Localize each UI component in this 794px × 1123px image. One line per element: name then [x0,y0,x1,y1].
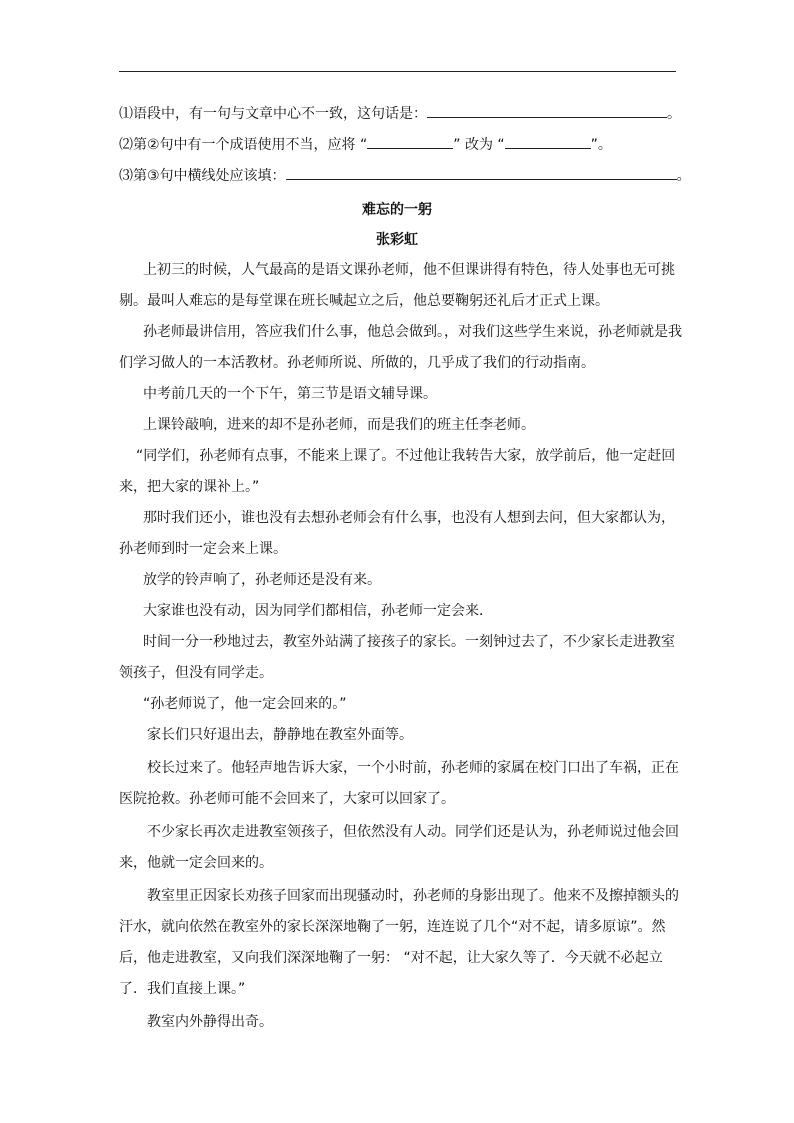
body-line: 放学的铃声响了，孙老师还是没有来。 [143,572,381,588]
question-3-text: ⑶第③句中横线处应该填： [119,168,286,184]
body-line: 剔。最叫人难忘的是每堂课在班长喊起立之后，他总要鞠躬还礼后才正式上课。 [119,293,609,309]
question-3 [119,165,691,186]
question-2-blank-1[interactable] [367,134,453,149]
body-line: 大家谁也没有动，因为同学们都相信，孙老师一定会来． [143,603,493,619]
question-3-end: 。 [676,168,691,184]
body-line: 校长过来了。他轻声地告诉大家，一个小时前，孙老师的家属在校门口出了车祸，正在 [147,760,679,776]
header-rule [119,71,676,72]
body-line: 上初三的时候，人气最高的是语文课孙老师，他不但课讲得有特色，待人处事也无可挑 [143,262,675,278]
question-1 [119,103,681,124]
body-line: “孙老师说了，他一定会回来的。” [143,696,347,712]
body-line: 中考前几天的一个下午，第三节是语文辅导课。 [143,386,437,402]
body-line: 来，他就一定会回来的。 [119,855,273,871]
article-author: 张彩虹 [376,232,418,248]
body-line: 们学习做人的一本活教材。孙老师所说、所做的，几乎成了我们的行动指南。 [119,355,595,371]
body-line: 教室里正因家长劝孩子回家而出现骚动时，孙老师的身影出现了。他来不及擦掉额头的 [147,888,679,904]
body-line: 时间一分一秒地过去，教室外站满了接孩子的家长。一刻钟过去了，不少家长走进教室 [143,634,675,650]
body-line: 汗水，就向依然在教室外的家长深深地鞠了一躬，连连说了几个“对不起，请多原谅”。然 [119,919,666,935]
body-line: “同学们，孙老师有点事，不能来上课了。不过他让我转告大家，放学前后，他一定赶回 [136,448,676,464]
body-line: 领孩子，但没有同学走。 [119,665,273,681]
body-line: 教室内外静得出奇。 [147,1014,273,1030]
question-3-blank[interactable] [286,165,677,180]
question-2-text: ⑵第②句中有一个成语使用不当，应将 “ [119,137,368,153]
body-line: 孙老师最讲信用，答应我们什么事，他总会做到。，对我们这些学生来说，孙老师就是我 [143,324,682,340]
question-2-end: ”。 [590,137,612,153]
question-2-middle: ” 改为 “ [453,137,505,153]
question-1-text: ⑴语段中，有一句与文章中心不一致，这句话是： [119,106,427,122]
body-line: 上课铃敲响，进来的却不是孙老师，而是我们的班主任李老师。 [143,417,535,433]
body-line: 家长们只好退出去，静静地在教室外面等。 [147,727,413,743]
question-1-blank[interactable] [427,103,667,118]
body-line: 不少家长再次走进教室领孩子，但依然没有人动。同学们还是认为，孙老师说过他会回 [147,824,679,840]
question-2 [119,134,612,155]
article-title: 难忘的一躬 [362,202,432,218]
body-line: 那时我们还小，谁也没有去想孙老师会有什么事，也没有人想到去问，但大家都认为， [143,510,675,526]
body-line: 后，他走进教室，又向我们深深地鞠了一躬： “对不起，让大家久等了．今天就不必起立 [119,950,663,966]
body-line: 了．我们直接上课。” [119,981,246,997]
body-line: 孙老师到时一定会来上课。 [119,541,287,557]
body-line: 医院抢救。孙老师可能不会回来了，大家可以回家了。 [119,791,455,807]
question-1-end: 。 [667,106,681,122]
question-2-blank-2[interactable] [505,134,591,149]
body-line: 来，把大家的课补上。” [119,479,260,495]
